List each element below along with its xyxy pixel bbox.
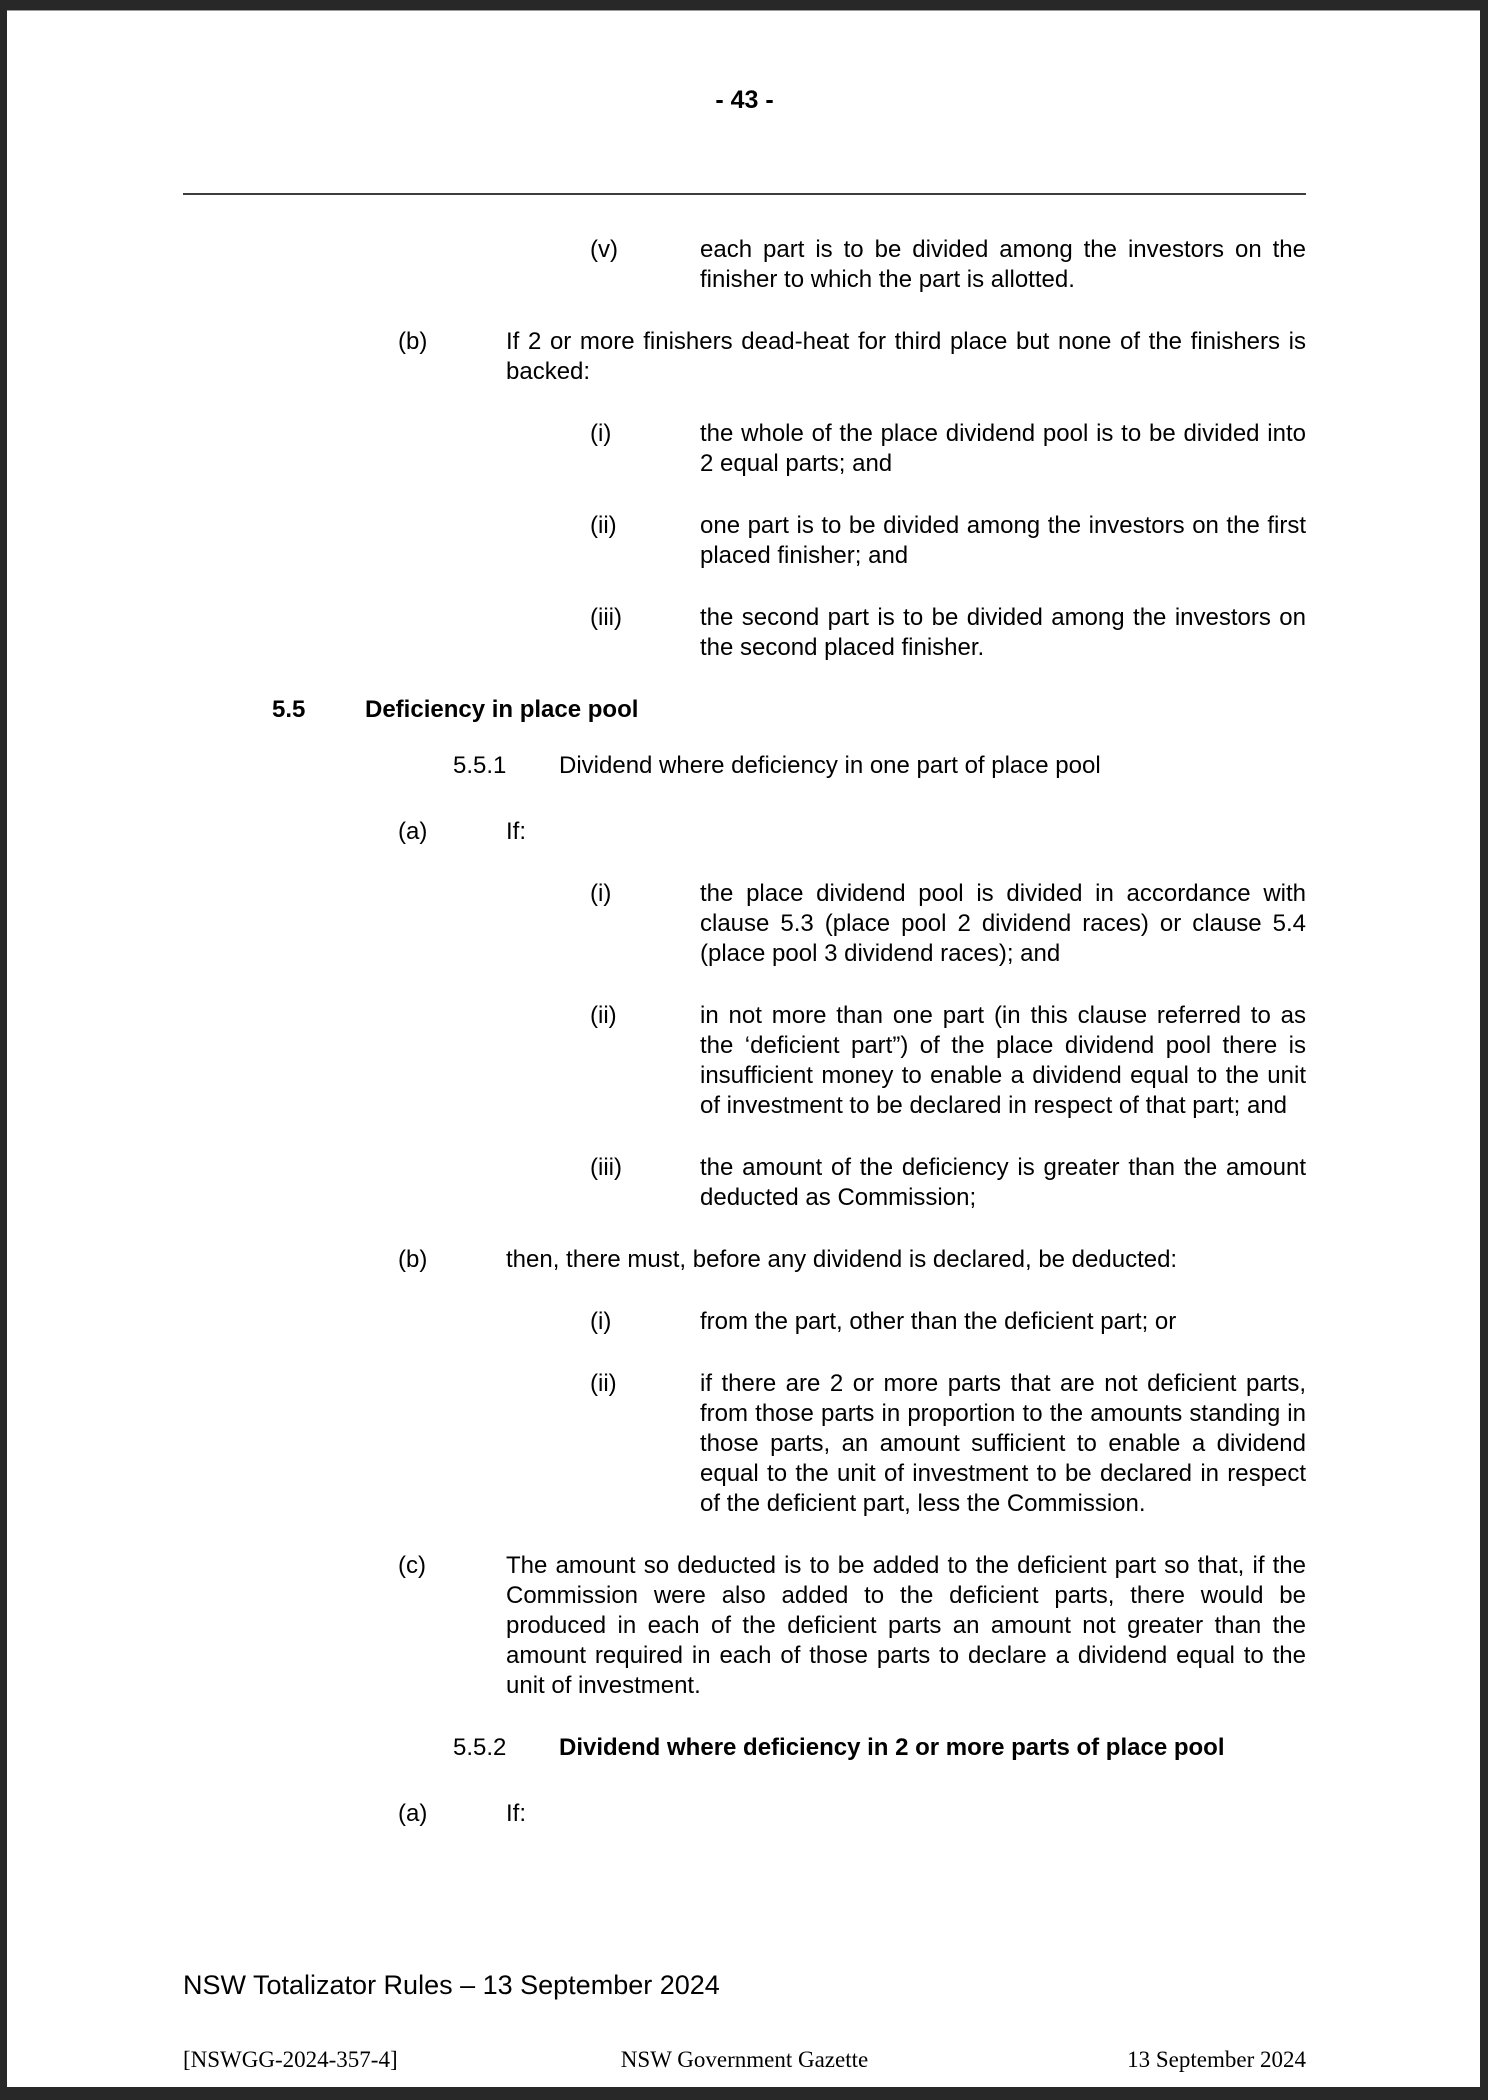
clause-label: (iii) xyxy=(590,604,622,631)
clause-label: (i) xyxy=(590,1308,612,1335)
clause-i-2 xyxy=(183,419,1306,479)
heading-number: 5.5.1 xyxy=(453,752,507,779)
heading-number: 5.5 xyxy=(272,696,306,723)
clause-label: (v) xyxy=(590,236,618,263)
clause-i-8 xyxy=(183,879,1306,969)
clause-text: the amount of the deficiency is greater than the amount deducted as Commission; xyxy=(700,1154,1306,1211)
clause-text: from the part, other than the deficient part; or xyxy=(700,1308,1177,1335)
heading-text: Deficiency in place pool xyxy=(365,696,639,723)
heading-551-6 xyxy=(183,751,1306,781)
clause-label: (a) xyxy=(398,818,428,845)
clause-text: the place dividend pool is divided in accordance with clause 5.3 (place pool 2 dividend races) or clause 5.4 (place pool 3 dividend races); and xyxy=(700,880,1306,967)
clause-c-14 xyxy=(183,1551,1306,1701)
clause-text: the second part is to be divided among the investors on the second placed finisher. xyxy=(700,604,1306,661)
heading-55-5 xyxy=(183,695,1306,725)
clause-text: If: xyxy=(506,1800,527,1827)
document-body xyxy=(183,11,1306,1829)
clause-text: The amount so deducted is to be added to the deficient part so that, if the Commission were also added to the deficient parts, there would be produced in each of the deficient parts an amount not greater than the amount required in each of those parts to declare a dividend equal to the unit of investment. xyxy=(506,1552,1306,1699)
clause-label: (ii) xyxy=(590,1002,617,1029)
clause-text: the whole of the place dividend pool is to be divided into 2 equal parts; and xyxy=(700,420,1306,477)
clause-text: then, there must, before any dividend is declared, be deducted: xyxy=(506,1246,1178,1273)
clause-ii-3 xyxy=(183,511,1306,571)
heading-text: Dividend where deficiency in one part of place pool xyxy=(559,752,1101,779)
clause-label: (a) xyxy=(398,1800,428,1827)
clause-label: (iii) xyxy=(590,1154,622,1181)
clause-a-16 xyxy=(183,1799,1306,1829)
clause-list xyxy=(183,235,1306,1829)
clause-b-1 xyxy=(183,327,1306,387)
gazette-name: NSW Government Gazette xyxy=(620,2047,869,2072)
clause-text: If: xyxy=(506,818,527,845)
clause-ii-9 xyxy=(183,1001,1306,1121)
heading-number: 5.5.2 xyxy=(453,1734,507,1761)
clause-iii-4 xyxy=(183,603,1306,663)
clause-label: (i) xyxy=(590,880,612,907)
clause-text: If 2 or more finishers dead-heat for third place but none of the finishers is backed: xyxy=(506,328,1306,385)
footer-rules-title: NSW Totalizator Rules – 13 September 2024 xyxy=(183,1970,720,2000)
gazette-reference: [NSWGG-2024-357-4] xyxy=(183,2047,398,2072)
clause-label: (b) xyxy=(398,328,428,355)
clause-label: (i) xyxy=(590,420,612,447)
clause-i-12 xyxy=(183,1307,1306,1337)
clause-label: (c) xyxy=(398,1552,426,1579)
clause-a-7 xyxy=(183,817,1306,847)
clause-text: if there are 2 or more parts that are not deficient parts, from those parts in proportion to the amounts standing in those parts, an amount sufficient to enable a dividend equal to the unit of investment to be declared in respect of the deficient part, less the Commission. xyxy=(700,1370,1306,1517)
clause-label: (b) xyxy=(398,1246,428,1273)
clause-text: in not more than one part (in this clause referred to as the ‘deficient part”) of the place dividend pool there is insufficient money to enable a dividend equal to the unit of investment to be declared in respect of that part; and xyxy=(700,1002,1306,1119)
clause-v-0 xyxy=(183,235,1306,295)
clause-iii-10 xyxy=(183,1153,1306,1213)
header-divider-rule xyxy=(183,193,1306,195)
heading-552-15 xyxy=(183,1733,1306,1763)
heading-text: Dividend where deficiency in 2 or more parts of place pool xyxy=(559,1734,1225,1761)
document-page xyxy=(7,10,1480,2087)
clause-text: each part is to be divided among the investors on the finisher to which the part is allotted. xyxy=(700,236,1306,293)
page-number: - 43 - xyxy=(715,86,774,114)
clause-ii-13 xyxy=(183,1369,1306,1519)
clause-label: (ii) xyxy=(590,512,617,539)
clause-text: one part is to be divided among the investors on the first placed finisher; and xyxy=(700,512,1306,569)
clause-b-11 xyxy=(183,1245,1306,1275)
gazette-date: 13 September 2024 xyxy=(1127,2047,1306,2072)
clause-label: (ii) xyxy=(590,1370,617,1397)
